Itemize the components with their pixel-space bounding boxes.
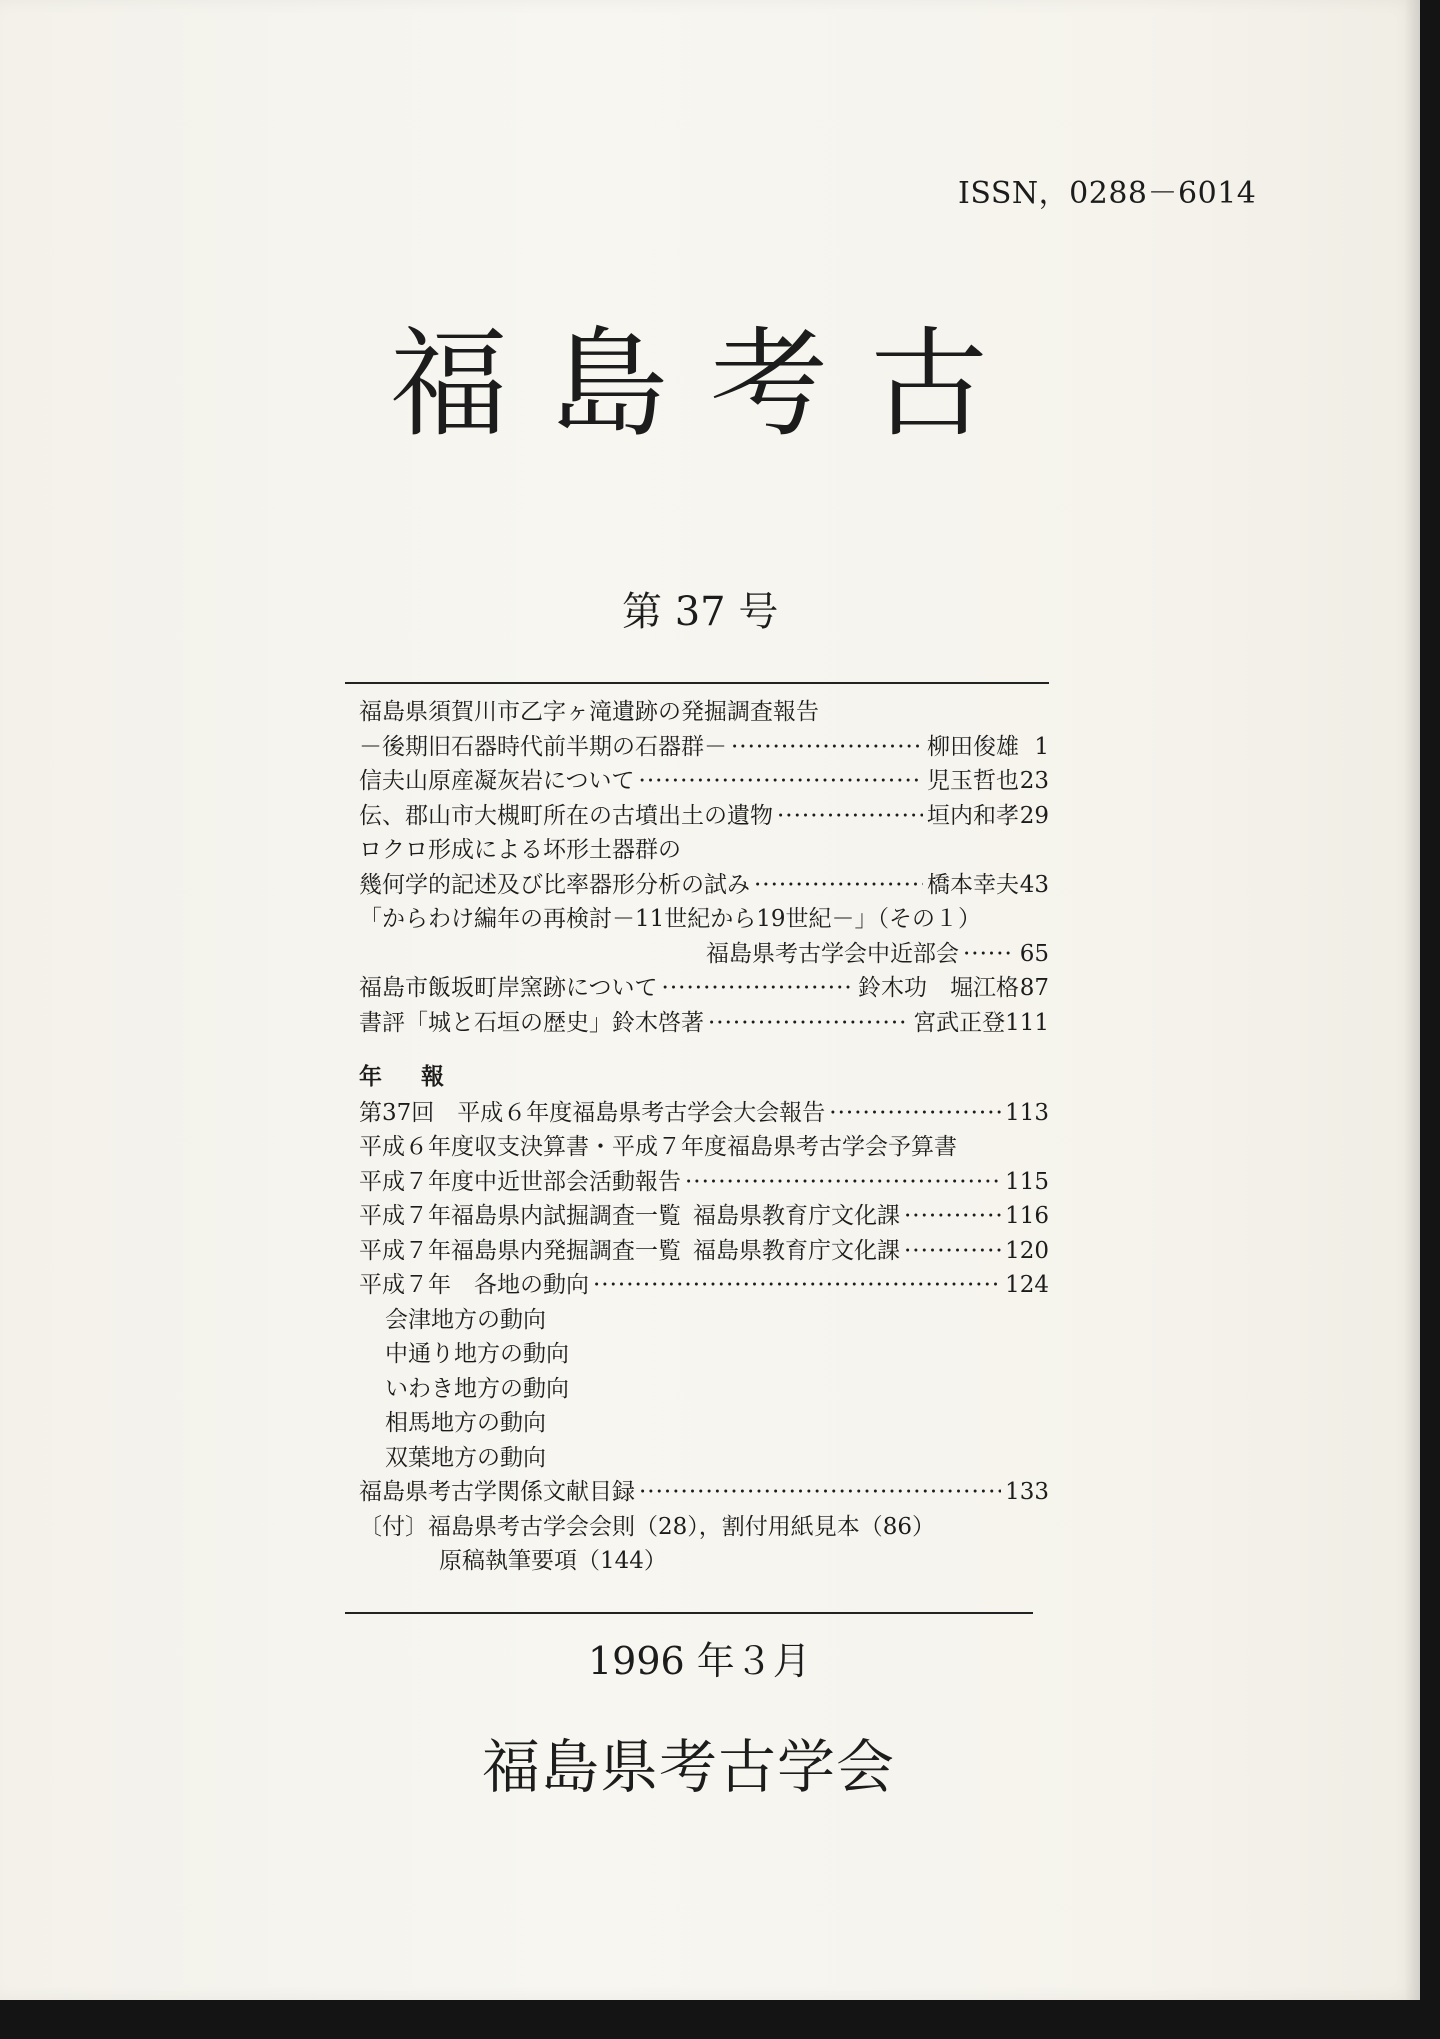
annual-report-heading: 年 報 xyxy=(359,1064,452,1090)
toc-title: 「からわけ編年の再検討－11世紀から19世紀－」（その１） xyxy=(359,906,982,932)
toc-page: 29 xyxy=(1019,802,1049,829)
toc-author: 橋本幸夫 xyxy=(927,871,1019,898)
toc-title: 福島県考古学関係文献目録 xyxy=(359,1479,635,1505)
toc-title: －後期旧石器時代前半期の石器群－ xyxy=(359,733,727,760)
issue-number: 第 37 号 xyxy=(622,589,779,635)
toc-page: 120 xyxy=(1005,1237,1049,1264)
toc-page: 87 xyxy=(1019,975,1049,1001)
toc-title: 平成６年度収支決算書・平成７年度福島県考古学会予算書 xyxy=(359,1134,957,1160)
top-divider xyxy=(345,682,1049,684)
toc-page: 65 xyxy=(1019,940,1049,967)
toc-entry xyxy=(359,1096,1049,1131)
toc-subitem xyxy=(359,1303,1049,1338)
toc-entry xyxy=(359,1165,1049,1200)
dot-leader xyxy=(904,1234,1001,1269)
toc-title: 信夫山原産凝灰岩について xyxy=(359,768,635,794)
issn-number: ISSN，0288－6014 xyxy=(958,176,1257,211)
table-of-contents xyxy=(359,695,1049,1579)
toc-author: 福島県教育庁文化課 xyxy=(693,1237,900,1264)
toc-title: 第37回 平成６年度福島県考古学会大会報告 xyxy=(359,1099,826,1126)
toc-line xyxy=(359,902,1049,937)
dot-leader xyxy=(685,1165,1001,1200)
dot-leader xyxy=(708,1006,909,1041)
dot-leader xyxy=(593,1268,1001,1303)
toc-author: 柳田俊雄 xyxy=(927,733,1019,760)
toc-entry xyxy=(359,799,1049,834)
toc-entry xyxy=(359,764,1049,799)
toc-page: 133 xyxy=(1005,1479,1049,1505)
toc-title: 中通り地方の動向 xyxy=(385,1341,569,1367)
dot-leader xyxy=(904,1199,1001,1234)
toc-page: 116 xyxy=(1005,1203,1049,1229)
toc-subitem xyxy=(359,1441,1049,1476)
bottom-divider xyxy=(345,1612,1033,1614)
publication-date: 1996 年３月 xyxy=(588,1639,811,1683)
toc-page: 113 xyxy=(1005,1099,1049,1126)
toc-title: 幾何学的記述及び比率器形分析の試み xyxy=(359,871,750,898)
toc-title: 書評「城と石垣の歴史」鈴木啓著 xyxy=(359,1009,704,1036)
toc-author: 宮武正登 xyxy=(913,1009,1006,1036)
toc-page: 124 xyxy=(1005,1272,1049,1298)
publisher-name: 福島県考古学会 xyxy=(482,1733,896,1801)
toc-title: 平成７年福島県内試掘調査一覧 xyxy=(359,1203,681,1229)
toc-title: 会津地方の動向 xyxy=(385,1306,546,1333)
dot-leader xyxy=(639,1475,1001,1510)
dot-leader xyxy=(639,764,923,799)
toc-line xyxy=(359,1510,1049,1545)
toc-title: 双葉地方の動向 xyxy=(385,1444,546,1471)
toc-entry xyxy=(359,1199,1049,1234)
toc-author: 鈴木功 堀江格 xyxy=(858,975,1019,1001)
toc-title: 福島県須賀川市乙字ヶ滝遺跡の発掘調査報告 xyxy=(359,699,819,725)
toc-page: 23 xyxy=(1019,768,1049,794)
toc-title: 相馬地方の動向 xyxy=(385,1410,546,1436)
toc-entry xyxy=(359,971,1049,1006)
toc-author: 垣内和孝 xyxy=(927,802,1019,829)
toc-author: 児玉哲也 xyxy=(927,768,1019,794)
toc-entry xyxy=(359,730,1049,765)
toc-page: 111 xyxy=(1005,1009,1049,1036)
toc-title: いわき地方の動向 xyxy=(385,1375,569,1402)
toc-entry xyxy=(359,868,1049,903)
toc-title: 平成７年度中近世部会活動報告 xyxy=(359,1168,681,1195)
toc-page: 115 xyxy=(1005,1168,1049,1195)
toc-title: 平成７年 各地の動向 xyxy=(359,1272,589,1298)
toc-entry xyxy=(359,1234,1049,1269)
toc-title: 平成７年福島県内発掘調査一覧 xyxy=(359,1237,681,1264)
dot-leader xyxy=(731,730,923,765)
toc-title: 伝、郡山市大槻町所在の古墳出土の遺物 xyxy=(359,802,773,829)
toc-line xyxy=(359,695,1049,730)
journal-title: 福島考古 xyxy=(390,315,1031,453)
toc-title: ロクロ形成による坏形土器群の xyxy=(359,837,681,863)
toc-line xyxy=(359,1130,1049,1165)
toc-entry xyxy=(359,937,1049,972)
toc-page: 1 xyxy=(1034,733,1049,760)
toc-line xyxy=(359,833,1049,868)
toc-entry xyxy=(359,1475,1049,1510)
dot-leader xyxy=(963,937,1015,972)
toc-subitem xyxy=(359,1337,1049,1372)
dot-leader xyxy=(662,971,854,1006)
toc-author: 福島県考古学会中近部会 xyxy=(706,940,959,967)
toc-entry xyxy=(359,1268,1049,1303)
toc-title: 〔付〕福島県考古学会会則（28），割付用紙見本（86） xyxy=(359,1513,936,1540)
toc-line xyxy=(359,1544,1049,1579)
toc-entry xyxy=(359,1006,1049,1041)
dot-leader xyxy=(777,799,923,834)
toc-subitem xyxy=(359,1406,1049,1441)
toc-title: 福島市飯坂町岸窯跡について xyxy=(359,975,658,1001)
toc-title: 原稿執筆要項（144） xyxy=(439,1548,667,1574)
dot-leader xyxy=(754,868,923,903)
toc-page: 43 xyxy=(1019,871,1049,898)
toc-subitem xyxy=(359,1372,1049,1407)
dot-leader xyxy=(829,1096,1001,1131)
toc-author: 福島県教育庁文化課 xyxy=(693,1203,900,1229)
